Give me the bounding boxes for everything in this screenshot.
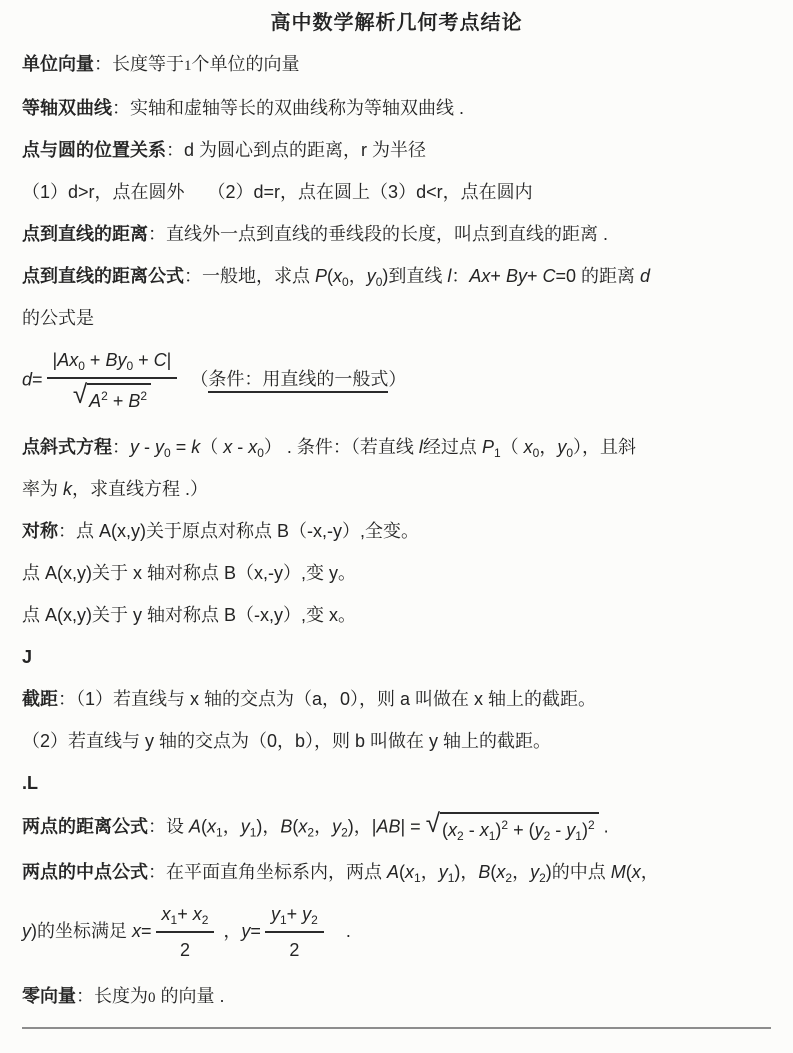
subscript: 0 [126, 359, 134, 373]
text-segment: + [490, 266, 506, 286]
text-segment: ：实轴和虚轴等长的双曲线称为等轴双曲线 . [112, 98, 464, 118]
math-variable: AB [376, 816, 401, 837]
text-segment: 的向量 . [155, 986, 225, 1006]
math-variable: A [387, 862, 400, 882]
text-segment: )，| [347, 816, 377, 837]
subscript: 2 [457, 829, 464, 843]
line-intercept-1 [22, 686, 771, 712]
text-segment: ， [222, 816, 241, 837]
text-segment: 点 A(x,y)关于 y 轴对称点 B（-x,y）,变 x。 [22, 605, 357, 625]
bottom-divider [22, 1027, 771, 1029]
text-segment: 2 [289, 940, 300, 960]
text-segment: 经过点 [422, 437, 482, 457]
math-variable: x [479, 820, 489, 840]
math-variable: x [207, 816, 217, 837]
line-symmetry-origin [22, 518, 771, 544]
math-variable: x [405, 862, 415, 882]
subscript: 1 [279, 913, 287, 927]
math-variable: x [161, 904, 171, 924]
subscript: 0 [164, 446, 171, 460]
fraction-denominator [265, 931, 324, 963]
radicand [87, 383, 151, 414]
math-variable: x [223, 437, 233, 457]
fraction-denominator [156, 931, 215, 963]
math-variable: x [192, 904, 202, 924]
text-segment: ( [201, 816, 208, 837]
text-segment: + [107, 391, 129, 411]
text-segment: ：在平面直角坐标系内，两点 [148, 862, 387, 882]
text-segment: ： [451, 266, 470, 286]
text-segment: + [526, 266, 543, 286]
text-segment: ， [640, 862, 659, 882]
line-point-circle-cases [22, 179, 771, 205]
subscript: 1 [170, 913, 178, 927]
math-variable: y [530, 862, 540, 882]
text-segment: ， [512, 862, 531, 882]
subscript: 2 [341, 825, 348, 840]
math-variable: x [298, 816, 308, 837]
fraction [156, 901, 215, 963]
math-variable: y [302, 904, 312, 924]
subscript: 1 [488, 829, 496, 843]
fraction-numerator [47, 347, 178, 377]
text-segment: （1）d>r，点在圆外 （2）d=r，点在圆上（3）d<r，点在圆内 [22, 182, 533, 202]
fraction [265, 901, 324, 963]
text-segment: ：d 为圆心到点的距离，r 为半径 [166, 140, 427, 160]
math-variable: y [270, 904, 280, 924]
line-point-slope-2 [22, 476, 771, 502]
sqrt-radical [72, 379, 151, 414]
text-segment: + [286, 904, 303, 924]
math-variable: Ax [469, 266, 491, 286]
text-segment: 的公式是 [22, 308, 94, 328]
subscript: 0 [78, 359, 85, 373]
text-segment: + [84, 350, 106, 370]
bold-term: 对称 [22, 521, 58, 541]
serif-digit: 1 [184, 58, 192, 74]
text-segment: ：设 [148, 816, 190, 837]
subscript: 0 [257, 446, 264, 460]
superscript: 2 [501, 818, 509, 832]
text-segment: ） [388, 369, 407, 390]
text-segment: ( [442, 820, 449, 840]
line-unit-vector [22, 51, 771, 79]
text-segment: ( [625, 862, 632, 882]
text-segment: + [177, 904, 193, 924]
line-distance-formula-intro-1 [22, 263, 771, 289]
subscript: 0 [375, 275, 383, 289]
superscript: 2 [140, 389, 148, 403]
math-variable: k [191, 437, 201, 457]
text-segment: ， [218, 920, 242, 941]
math-variable: P [481, 437, 494, 457]
subscript: 0 [566, 446, 574, 460]
bold-term: .L [22, 773, 38, 793]
bold-term: 零向量 [22, 986, 76, 1006]
subscript: 1 [447, 871, 455, 885]
text-segment: ( [490, 862, 497, 882]
math-variable: y [438, 862, 448, 882]
text-segment: （2）若直线与 y 轴的交点为（0，b），则 b 叫做在 y 轴上的截距。 [22, 731, 552, 751]
math-variable: y [566, 820, 576, 840]
text-segment: ， [539, 437, 558, 457]
text-segment: = [32, 369, 43, 390]
line-two-point-distance [22, 808, 771, 843]
math-variable: y [241, 920, 251, 941]
text-segment: （ [181, 369, 209, 390]
math-variable: A [89, 391, 102, 411]
text-segment: + [133, 350, 154, 370]
math-variable: x [496, 862, 506, 882]
bold-term: 单位向量 [22, 54, 94, 74]
serif-digit: 0 [148, 990, 156, 1006]
text-segment: ：长度为 [76, 986, 148, 1006]
line-zero-vector [22, 983, 771, 1011]
subscript: 1 [216, 825, 223, 840]
math-variable: x [248, 437, 258, 457]
line-distance-formula-intro-2 [22, 305, 771, 331]
line-l-marker [22, 770, 771, 796]
subscript: 0 [532, 446, 540, 460]
line-symmetry-x-axis [22, 560, 771, 586]
text-segment: ， [420, 862, 439, 882]
text-segment: ， [348, 266, 367, 286]
subscript: 1 [575, 829, 582, 843]
math-variable: k [63, 479, 73, 499]
bold-term: 点斜式方程 [22, 437, 112, 457]
bold-term: 两点的距离公式 [22, 816, 148, 837]
superscript: 2 [101, 389, 108, 403]
document-body [22, 51, 771, 1011]
math-variable: l [418, 437, 423, 457]
text-segment: )， [256, 816, 281, 837]
line-distance-formula [22, 347, 771, 414]
bold-term: 两点的中点公式 [22, 862, 148, 882]
math-variable: y [240, 816, 250, 837]
math-variable: x [132, 920, 141, 941]
text-segment: = [250, 920, 261, 941]
sqrt-radical [425, 808, 599, 843]
text-segment: )到直线 [382, 266, 448, 286]
bold-term: J [22, 647, 33, 667]
bold-term: 点与圆的位置关系 [22, 140, 166, 160]
text-segment: - [232, 437, 249, 457]
text-segment: ： [112, 437, 130, 457]
line-midpoint-2 [22, 901, 771, 963]
math-variable: B [128, 391, 141, 411]
text-segment: ( [327, 266, 334, 286]
radical-sign: √ [425, 808, 441, 838]
fraction [47, 347, 178, 414]
math-variable: y [557, 437, 567, 457]
text-segment: = [170, 437, 192, 457]
fraction-denominator [47, 377, 178, 414]
text-segment: + ( [508, 820, 535, 840]
math-variable: y [534, 820, 544, 840]
text-segment: - [463, 820, 480, 840]
math-variable: C [542, 266, 556, 286]
text-segment: 个单位的向量 [191, 54, 300, 74]
math-variable: x [448, 820, 458, 840]
subscript: 2 [311, 913, 318, 927]
text-segment: ：点 A(x,y)关于原点对称点 B（-x,-y）,全变。 [58, 521, 419, 541]
text-segment: （ [500, 437, 524, 457]
math-variable: d [640, 266, 651, 286]
text-segment: ( [292, 816, 299, 837]
math-variable: Ax [57, 350, 79, 370]
math-variable: y [130, 437, 139, 457]
line-equilateral-hyperbola [22, 95, 771, 121]
text-segment: ：（1）若直线与 x 轴的交点为（a，0），则 a 叫做在 x 轴上的截距。 [58, 689, 597, 709]
bold-term: 等轴双曲线 [22, 98, 112, 118]
subscript: 2 [543, 829, 551, 843]
text-segment: =0 的距离 [555, 266, 640, 286]
text-segment: )的中点 [545, 862, 611, 882]
text-segment: 2 [179, 940, 190, 960]
subscript: 1 [493, 446, 501, 460]
text-segment: ） . 条件：（若直线 [263, 437, 419, 457]
math-variable: x [523, 437, 533, 457]
text-segment: | [166, 350, 172, 370]
math-variable: B [478, 862, 491, 882]
subscript: 2 [307, 825, 315, 840]
text-segment: . [327, 920, 351, 941]
fraction-numerator [265, 901, 324, 931]
math-variable: x [631, 862, 641, 882]
underlined-note [208, 369, 388, 393]
text-segment: | = [400, 816, 426, 837]
math-variable: l [447, 266, 452, 286]
text-segment: ），且斜 [573, 437, 637, 457]
text-segment: | [52, 350, 58, 370]
text-segment: 条件：用直线的一般式 [208, 369, 389, 390]
math-variable: y [366, 266, 376, 286]
subscript: 2 [201, 913, 209, 927]
subscript: 1 [249, 825, 257, 840]
text-segment: ：长度等于 [94, 54, 184, 74]
line-point-slope-1 [22, 434, 771, 460]
text-segment: . [598, 816, 609, 837]
line-point-line-distance [22, 221, 771, 247]
text-segment: ) [581, 820, 588, 840]
text-segment: ， [314, 816, 333, 837]
math-variable: y [22, 920, 31, 941]
math-variable: y [332, 816, 342, 837]
text-segment: - [139, 437, 155, 457]
math-variable: M [610, 862, 626, 882]
math-variable: y [155, 437, 164, 457]
line-j-marker [22, 644, 771, 670]
text-segment: ) [495, 820, 502, 840]
line-midpoint-1 [22, 859, 771, 885]
subscript: 2 [539, 871, 546, 885]
text-segment: - [550, 820, 567, 840]
text-segment: )， [454, 862, 479, 882]
line-point-circle-relation [22, 137, 771, 163]
page-title: 高中数学解析几何考点结论 [270, 12, 523, 34]
text-segment: ，求直线方程 .） [72, 479, 209, 499]
math-variable: d [22, 369, 33, 390]
radical-sign: √ [72, 379, 88, 409]
bold-term: 点到直线的距离公式 [22, 266, 184, 286]
text-segment: （ [200, 437, 224, 457]
math-variable: By [505, 266, 527, 286]
math-variable: By [105, 350, 127, 370]
math-variable: B [280, 816, 293, 837]
math-variable: C [153, 350, 167, 370]
text-segment: 点 A(x,y)关于 x 轴对称点 B（x,-y）,变 y。 [22, 563, 357, 583]
math-variable: A [189, 816, 202, 837]
bold-term: 截距 [22, 689, 58, 709]
subscript: 2 [505, 871, 513, 885]
text-segment: 率为 [22, 479, 64, 499]
text-segment: ( [399, 862, 406, 882]
text-segment: = [141, 920, 152, 941]
subscript: 1 [414, 871, 421, 885]
math-variable: x [333, 266, 343, 286]
text-segment: ：一般地，求点 [184, 266, 316, 286]
fraction-numerator [156, 901, 215, 931]
bold-term: 点到直线的距离 [22, 224, 148, 244]
line-symmetry-y-axis [22, 602, 771, 628]
line-intercept-2 [22, 728, 771, 754]
superscript: 2 [587, 818, 595, 832]
subscript: 0 [342, 275, 349, 289]
text-segment: )的坐标满足 [31, 920, 132, 941]
radicand [440, 812, 599, 843]
math-variable: P [315, 266, 328, 286]
text-segment: ：直线外一点到直线的垂线段的长度，叫点到直线的距离 . [148, 224, 608, 244]
